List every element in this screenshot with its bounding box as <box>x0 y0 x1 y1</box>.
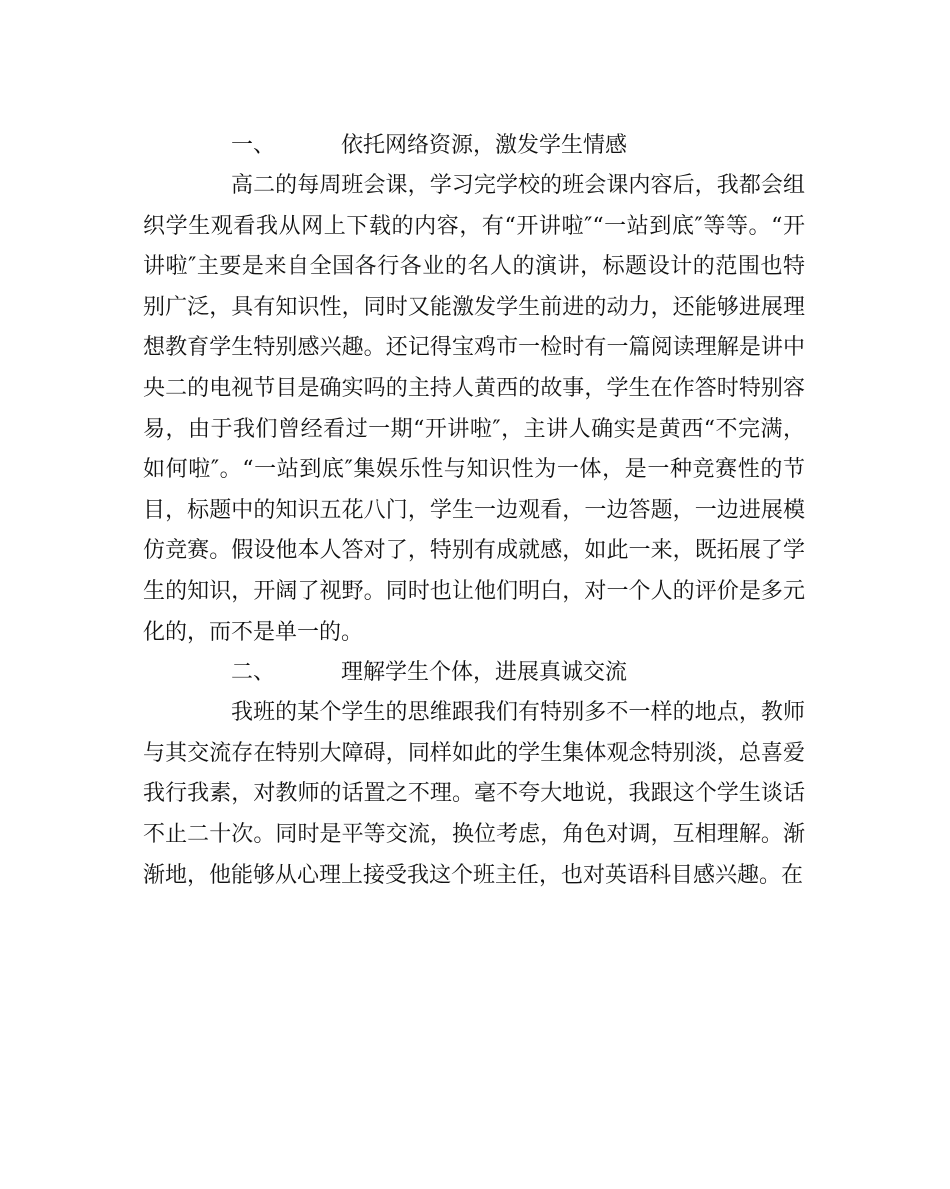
section-number: 一、 <box>231 133 276 158</box>
section-title: 依托网络资源，激发学生情感 <box>341 133 628 158</box>
section-paragraph: 高二的每周班会课，学习完学校的班会课内容后，我都会组织学生观看我从网上下载的内容，有“开讲啦″“一站到底″等等。“开讲啦″主要是来自全国各行各业的名人的演讲，标题设计的范围也特别广泛，具有知识性，同时又能激发学生前进的动力，还能够进展理想教育学生特别感兴趣。还记得宝鸡市一检时有一篇阅读理解是讲中央二的电视节目是确实吗的主持人黄西的故事，学生在作答时特别容易，由于我们曾经看过一期“开讲啦″，主讲人确实是黄西“不完满，如何啦″。“一站到底″集娱乐性与知识性为一体，是一种竞赛性的节目，标题中的知识五花八门，学生一边观看，一边答题，一边进展模仿竞赛。假设他本人答对了，特别有成就感，如此一来，既拓展了学生的知识，开阔了视野。同时也让他们明白，对一个人的评价是多元化的，而不是单一的。 <box>143 173 805 645</box>
section-number: 二、 <box>231 660 276 686</box>
document-content <box>143 126 805 896</box>
section-paragraph: 我班的某个学生的思维跟我们有特别多不一样的地点，教师与其交流存在特别大障碍，同样如此的学生集体观念特别淡，总喜爱我行我素，对教师的话置之不理。毫不夸大地说，我跟这个学生谈话不止二十次。同时是平等交流，换位考虑，角色对调，互相理解。渐渐地，他能够从心理上接受我这个班主任，也对英语科目感兴趣。在 <box>143 700 805 888</box>
section-title: 理解学生个体，进展真诚交流 <box>341 660 628 686</box>
section-heading <box>143 653 805 693</box>
section-heading <box>143 126 805 166</box>
